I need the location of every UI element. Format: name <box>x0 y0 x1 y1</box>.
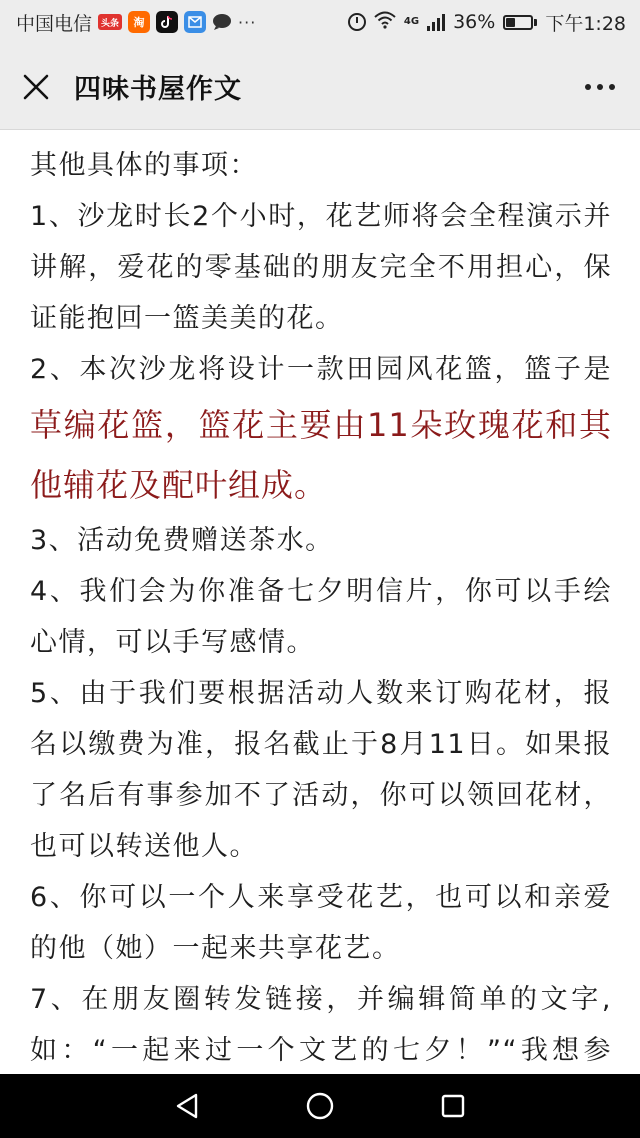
close-button[interactable] <box>0 44 72 130</box>
mail-icon <box>184 11 206 33</box>
back-button[interactable] <box>167 1086 207 1126</box>
article-item-2 <box>30 344 612 515</box>
clock-time: 下午1:28 <box>545 12 626 35</box>
back-triangle-icon <box>174 1092 200 1120</box>
battery-icon <box>503 15 537 30</box>
more-dot-icon <box>597 84 603 90</box>
status-right <box>348 9 626 36</box>
toutiao-icon: 头条 <box>98 14 122 30</box>
douyin-icon <box>156 11 178 33</box>
article-item-5: 5、由于我们要根据活动人数来订购花材，报名以缴费为准，报名截止于8月11日。如果报了名后有事参加不了活动，你可以领回花材，也可以转送他人。 <box>30 678 612 862</box>
alarm-icon <box>348 13 366 31</box>
article-item-1: 1、沙龙时长2个小时，花艺师将会全程演示并讲解，爱花的零基础的朋友完全不用担心，保证能抱回一篮美美的花。 <box>30 201 612 334</box>
message-icon <box>212 11 232 33</box>
article-content <box>0 130 640 1074</box>
more-options-button[interactable] <box>560 44 640 130</box>
article-item-7: 7、在朋友圈转发链接，并编辑简单的文字,如：“一起来过一个文艺的七夕！”“我想参 <box>30 984 612 1066</box>
home-button[interactable] <box>300 1086 340 1126</box>
status-bar <box>0 0 640 44</box>
home-circle-icon <box>305 1091 335 1121</box>
wifi-icon <box>374 11 396 34</box>
title-bar <box>0 44 640 130</box>
article-item-3: 3、活动免费赠送茶水。 <box>30 525 334 556</box>
carrier-label: 中国电信 <box>16 12 93 35</box>
page-title: 四味书屋作文 <box>74 74 242 105</box>
more-notifications-icon: ··· <box>238 12 257 32</box>
recents-button[interactable] <box>433 1086 473 1126</box>
navigation-bar <box>0 1074 640 1138</box>
more-dot-icon <box>585 84 591 90</box>
taobao-icon: 淘 <box>128 11 150 33</box>
article-item-4: 4、我们会为你准备七夕明信片，你可以手绘心情，可以手写感情。 <box>30 576 612 658</box>
network-type-label: 4G <box>403 16 420 27</box>
article-item-2-text: 2、本次沙龙将设计一款田园风花篮，篮子是 <box>30 354 612 385</box>
article-item-6: 6、你可以一个人来享受花艺，也可以和亲爱的他（她）一起来共享花艺。 <box>30 882 612 964</box>
close-icon <box>23 74 49 100</box>
article-intro: 其他具体的事项： <box>30 150 258 181</box>
more-dot-icon <box>609 84 615 90</box>
status-left <box>16 9 348 36</box>
recents-square-icon <box>440 1093 466 1119</box>
signal-icon <box>427 13 445 31</box>
battery-percent: 36% <box>453 11 496 33</box>
article-item-2-highlight: 草编花篮，篮花主要由11朵玫瑰花和其他辅花及配叶组成。 <box>30 406 612 504</box>
